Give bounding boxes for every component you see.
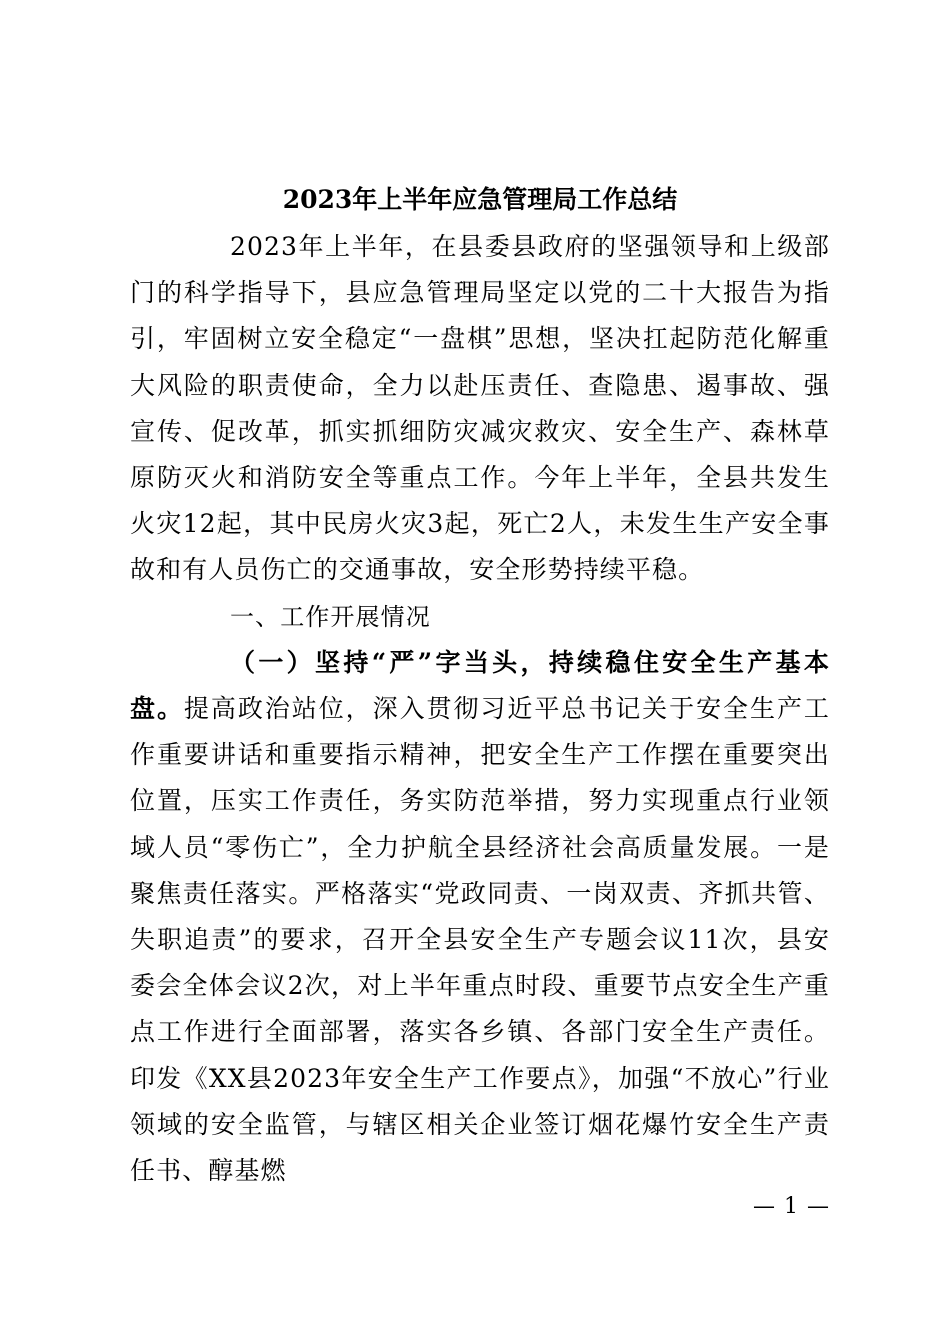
document-body — [130, 224, 830, 1194]
subsection-heading: （一）坚持“严”字当头，持续稳住安全生产基本盘。 — [130, 647, 830, 724]
document-title: 2023年上半年应急管理局工作总结 — [282, 185, 678, 214]
page-number: — 1 — — [753, 1194, 830, 1219]
subsection-text: 提高政治站位，深入贯彻习近平总书记关于安全生产工作重要讲话和重要指示精神，把安全生产工作摆在重要突出位置，压实工作责任，务实防范举措，努力实现重点行业领域人员“零伤亡”，全力护航全县经济社会高质量发展。一是聚焦责任落实。严格落实“党政同责、一岗双责、齐抓共管、失职追责”的要求，召开全县安全生产专题会议11次，县安委会全体会议2次，对上半年重点时段、重要节点安全生产重点工作进行全面部署，落实各乡镇、各部门安全生产责任。印发《XX县2023年安全生产工作要点》，加强“不放心”行业领域的安全监管，与辖区相关企业签订烟花爆竹安全生产责任书、醇基燃 — [130, 694, 831, 1186]
subsection-paragraph — [130, 640, 830, 1194]
section-heading: 一、工作开展情况 — [230, 602, 431, 631]
intro-paragraph: 2023年上半年，在县委县政府的坚强领导和上级部门的科学指导下，县应急管理局坚定以党的二十大报告为指引，牢固树立安全稳定“一盘棋”思想，坚决扛起防范化解重大风险的职责使命，全力以赴压责任、查隐患、遏事故、强宣传、促改革，抓实抓细防灾减灾救灾、安全生产、森林草原防灭火和消防安全等重点工作。今年上半年，全县共发生火灾12起，其中民房火灾3起，死亡2人，未发生生产安全事故和有人员伤亡的交通事故，安全形势持续平稳。 — [130, 232, 830, 585]
